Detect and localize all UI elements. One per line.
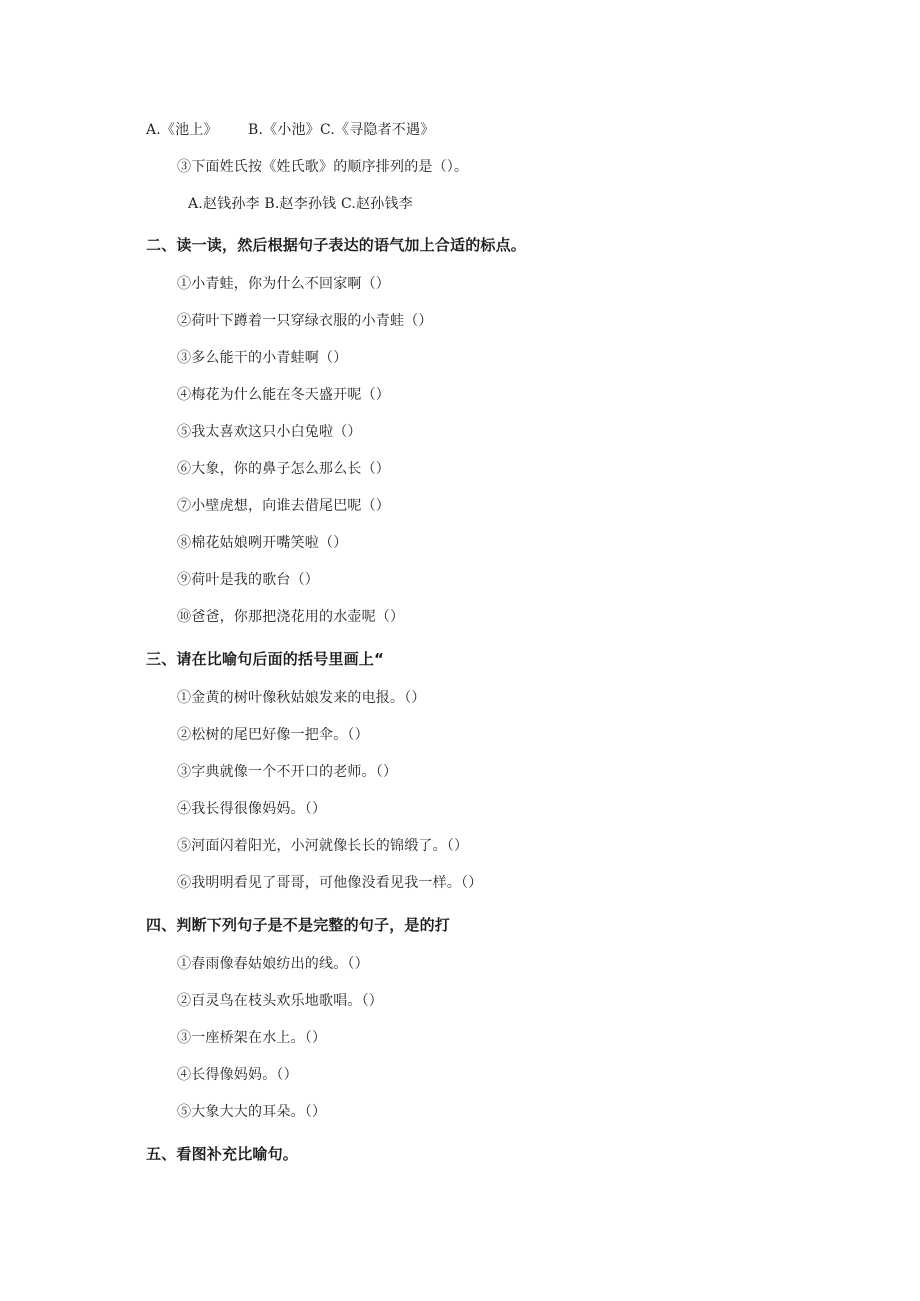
section-3-title: 三、请在比喻句后面的括号里画上“ — [146, 650, 385, 668]
section-5-title: 五、看图补充比喻句。 — [146, 1145, 299, 1163]
q1-option-a: A.《池上》 — [146, 122, 218, 138]
section-4-item: ②百灵鸟在枝头欢乐地歌唱。（） — [177, 993, 383, 1009]
section-4-title: 四、判断下列句子是不是完整的句子，是的打 — [146, 916, 451, 934]
section-2-item: ①小青蛙，你为什么不回家啊（） — [177, 276, 390, 292]
section-4-item: ①春雨像春姑娘纺出的线。（） — [177, 956, 369, 972]
section-2-item: ⑩爸爸，你那把浇花用的水壶呢（） — [177, 609, 405, 625]
section-4-item: ③一座桥架在水上。（） — [177, 1030, 327, 1046]
section-3-item: ③字典就像一个不开口的老师。（） — [177, 764, 398, 780]
section-3-item: ④我长得很像妈妈。（） — [177, 801, 327, 817]
section-2-item: ⑦小壁虎想，向谁去借尾巴呢（） — [177, 498, 390, 514]
section-3-item: ②松树的尾巴好像一把伞。（） — [177, 727, 369, 743]
section-2-item: ⑧棉花姑娘咧开嘴笑啦（） — [177, 535, 348, 551]
section-2-item: ②荷叶下蹲着一只穿绿衣服的小青蛙（） — [177, 313, 433, 329]
q1-options-bc: B.《小池》C.《寻隐者不遇》 — [248, 122, 435, 138]
section-2-item: ④梅花为什么能在冬天盛开呢（） — [177, 387, 390, 403]
section-3-item: ⑥我明明看见了哥哥，可他像没看见我一样。（） — [177, 875, 483, 891]
section-3-item: ①金黄的树叶像秋姑娘发来的电报。（） — [177, 690, 426, 706]
section-2-item: ③多么能干的小青蛙啊（） — [177, 350, 348, 366]
section-3-item: ⑤河面闪着阳光，小河就像长长的锦缎了。（） — [177, 838, 469, 854]
section-2-item: ⑨荷叶是我的歌台（） — [177, 572, 319, 588]
q1-item-3-options: A.赵钱孙李 B.赵李孙钱 C.赵孙钱李 — [188, 196, 413, 212]
q1-item-3: ③下面姓氏按《姓氏歌》的顺序排列的是（）。 — [177, 159, 469, 175]
section-2-item: ⑤我太喜欢这只小白兔啦（） — [177, 424, 362, 440]
section-4-item: ④长得像妈妈。（） — [177, 1067, 298, 1083]
section-2-title: 二、读一读，然后根据句子表达的语气加上合适的标点。 — [146, 236, 527, 254]
section-2-item: ⑥大象，你的鼻子怎么那么长（） — [177, 461, 390, 477]
section-4-item: ⑤大象大大的耳朵。（） — [177, 1104, 327, 1120]
